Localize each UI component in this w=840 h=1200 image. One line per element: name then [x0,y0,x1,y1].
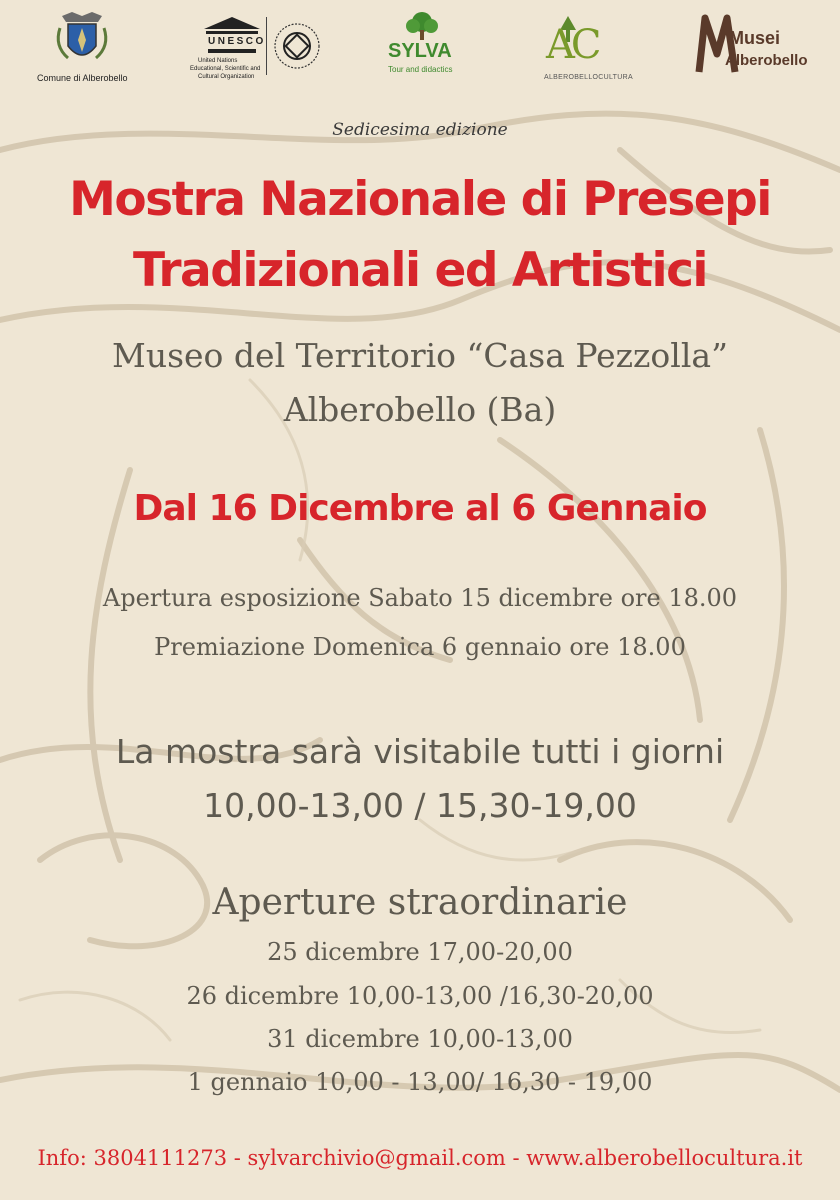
sylva-logo [380,10,470,90]
extraordinary-item: 25 dicembre 17,00-20,00 [267,938,573,966]
unesco-text: UNESCO [208,36,266,47]
musei-place: Alberobello [725,52,808,69]
extraordinary-item: 26 dicembre 10,00-13,00 /16,30-20,00 [186,982,654,1010]
ac-logo [540,10,640,90]
extraordinary-item: 1 gennaio 10,00 - 13,00/ 16,30 - 19,00 [187,1068,653,1096]
unesco-caption-2: Educational, Scientific and [190,66,261,72]
extraordinary-item: 31 dicembre 10,00-13,00 [267,1025,573,1053]
ac-letters: AC [546,22,598,68]
sylva-tagline: Tour and didactics [388,65,453,74]
world-heritage-icon [272,21,322,71]
unesco-temple-icon [200,15,264,55]
unesco-caption-1: United Nations [198,58,238,64]
visiting-hours: 10,00-13,00 / 15,30-19,00 [203,786,637,825]
logo-bar [0,0,840,110]
award-event: Premiazione Domenica 6 gennaio ore 18.00 [154,633,686,661]
unesco-caption-3: Cultural Organization [198,74,255,80]
opening-event: Apertura esposizione Sabato 15 dicembre ore 18.00 [102,584,738,612]
edition-label: Sedicesima edizione [332,120,508,140]
title-line-1: Mostra Nazionale di Presepi [69,172,771,227]
coat-of-arms-icon [52,10,112,68]
musei-logo [695,14,825,94]
ac-caption: ALBEROBELLOCULTURA [544,74,633,81]
extraordinary-title: Aperture straordinarie [212,882,628,923]
contact-footer: Info: 3804111273 - sylvarchivio@gmail.com - www.alberobellocultura.it [37,1146,803,1170]
unesco-logo [190,15,330,95]
comune-caption: Comune di Alberobello [37,73,128,83]
date-range: Dal 16 Dicembre al 6 Gennaio [133,488,707,529]
venue-line-2: Alberobello (Ba) [283,390,557,429]
venue-line-1: Museo del Territorio “Casa Pezzolla” [112,336,728,375]
sylva-name: SYLVA [388,40,452,62]
visiting-info: La mostra sarà visitabile tutti i giorni [115,732,725,771]
musei-word: Musei [729,28,781,48]
unesco-divider [266,17,267,75]
tree-icon [402,10,442,42]
title-line-2: Tradizionali ed Artistici [132,243,708,298]
comune-logo [37,10,130,90]
